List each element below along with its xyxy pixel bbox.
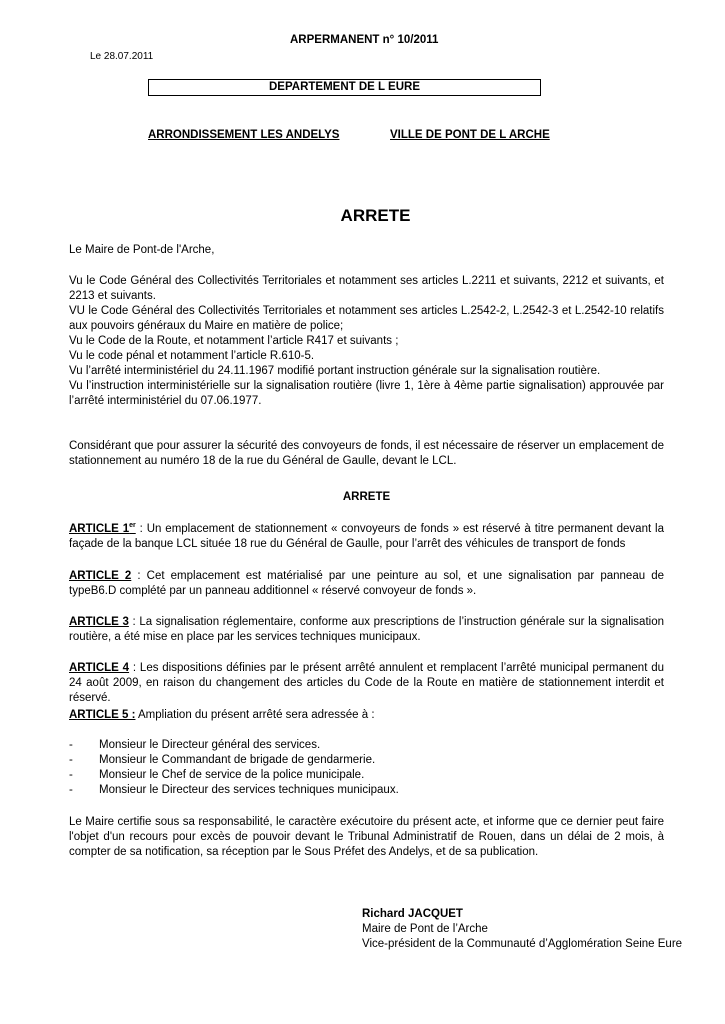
recipient-item: [69, 753, 664, 768]
article-1-sup: er: [129, 522, 136, 530]
article-1-label: [69, 523, 136, 535]
recipient-text: Monsieur le Directeur des services techniques municipaux.: [99, 784, 399, 796]
list-dash: -: [69, 754, 73, 766]
article-1: [69, 522, 664, 552]
intro-text: Le Maire de Pont-de l'Arche,: [69, 244, 215, 256]
article-1-text: Un emplacement de stationnement « convoyeurs de fonds » est réservé à titre permanent devant la façade de la banque LCL située 18 rue du Général de Gaulle, pour l’arrêt des véhicules de transport de fonds: [69, 523, 664, 550]
visa-3: Vu le Code de la Route, et notamment l’article R417 et suivants ;: [69, 335, 399, 347]
article-2: [69, 569, 664, 599]
department-label: DEPARTEMENT DE L EURE: [268, 81, 420, 93]
list-dash: -: [69, 769, 73, 781]
arrondissement-label: ARRONDISSEMENT LES ANDELYS: [148, 129, 340, 141]
article-1-sep: :: [135, 523, 147, 535]
article-3-text: La signalisation réglementaire, conforme aux prescriptions de l’instruction générale sur la signalisation routière, a été mise en place par les services techniques municipaux.: [69, 616, 664, 643]
document-title: ARRETE: [340, 206, 411, 225]
article-4-label: ARTICLE 4: [69, 662, 130, 674]
department-box: [148, 79, 541, 96]
visa-2: VU le Code Général des Collectivités Territoriales et notamment ses articles L.2542-2, L.2542-3 et L.2542-10 relatifs aux pouvoirs généraux du Maire en matière de police;: [69, 305, 664, 332]
signatory-role-vp: Vice-président de la Communauté d’Agglomération Seine Eure: [362, 938, 683, 950]
article-2-sep: :: [131, 570, 147, 582]
document-reference: ARPERMANENT n° 10/2011: [290, 34, 439, 46]
article-2-label: ARTICLE 2: [69, 570, 132, 582]
article-1-number: ARTICLE 1: [69, 523, 130, 535]
visa-4: Vu le code pénal et notamment l’article R.610-5.: [69, 350, 315, 362]
recipient-text: Monsieur le Chef de service de la police municipale.: [99, 769, 365, 781]
recipient-text: Monsieur le Commandant de brigade de gendarmerie.: [99, 754, 376, 766]
document-date: Le 28.07.2011: [90, 51, 154, 62]
article-3: [69, 615, 664, 645]
recipient-item: [69, 768, 664, 783]
list-dash: -: [69, 739, 73, 751]
article-3-sep: :: [128, 616, 140, 628]
article-4-text: Les dispositions définies par le présent arrêté annulent et remplacent l’arrêté municipal permanent du 24 août 2009, en raison du changement des articles du Code de la Route en matière de stationnement interdit et réservé.: [69, 662, 665, 704]
recipient-item: [69, 783, 664, 798]
visa-5: Vu l’arrêté interministériel du 24.11.1967 modifié portant instruction générale sur la signalisation routière.: [69, 365, 601, 377]
visas-block: [69, 274, 664, 409]
signature-block: [362, 907, 682, 952]
closing-text: Le Maire certifie sous sa responsabilité, le caractère exécutoire du présent acte, et informe que ce dernier peut faire l'objet d'un recours pour excès de pouvoir devant le Tribunal Administratif de Rouen, dans un délai de 2 mois, à compter de sa notification, sa réception par le Sous Préfet des Andelys, et de sa publication.: [69, 816, 664, 858]
considerant-block: [69, 439, 664, 469]
decision-heading: ARRETE: [342, 491, 391, 503]
visa-6: Vu l’instruction interministérielle sur la signalisation routière (livre 1, 1ère à 4ème partie signalisation) approuvée par l’arrêté interministériel du 07.06.1977.: [69, 380, 664, 407]
recipients-list: [69, 738, 664, 798]
article-2-text: Cet emplacement est matérialisé par une peinture au sol, et une signalisation par panneau de typeB6.D complété par un panneau additionnel « réservé convoyeur de fonds ».: [69, 570, 664, 597]
intro-line: [69, 243, 664, 258]
recipient-text: Monsieur le Directeur général des services.: [99, 739, 321, 751]
ville-label: VILLE DE PONT DE L ARCHE: [390, 129, 550, 141]
visa-1: Vu le Code Général des Collectivités Territoriales et notamment ses articles L.2211 et suivants, 2212 et suivants, et 2213 et suivants.: [69, 275, 664, 302]
article-5-text: Ampliation du présent arrêté sera adressée à :: [138, 709, 375, 721]
recipient-item: [69, 738, 664, 753]
article-5: [69, 708, 664, 723]
considerant-text: Considérant que pour assurer la sécurité des convoyeurs de fonds, il est nécessaire de réserver un emplacement de stationnement au numéro 18 de la rue du Général de Gaulle, devant le LCL.: [69, 440, 664, 467]
signatory-role-mayor: Maire de Pont de l’Arche: [362, 923, 488, 935]
list-dash: -: [69, 784, 73, 796]
article-4-sep: :: [129, 662, 140, 674]
article-4: [69, 661, 664, 706]
closing-block: [69, 815, 664, 860]
signatory-name: Richard JACQUET: [362, 908, 463, 920]
article-5-label: ARTICLE 5 :: [69, 709, 136, 721]
article-3-label: ARTICLE 3: [69, 616, 129, 628]
